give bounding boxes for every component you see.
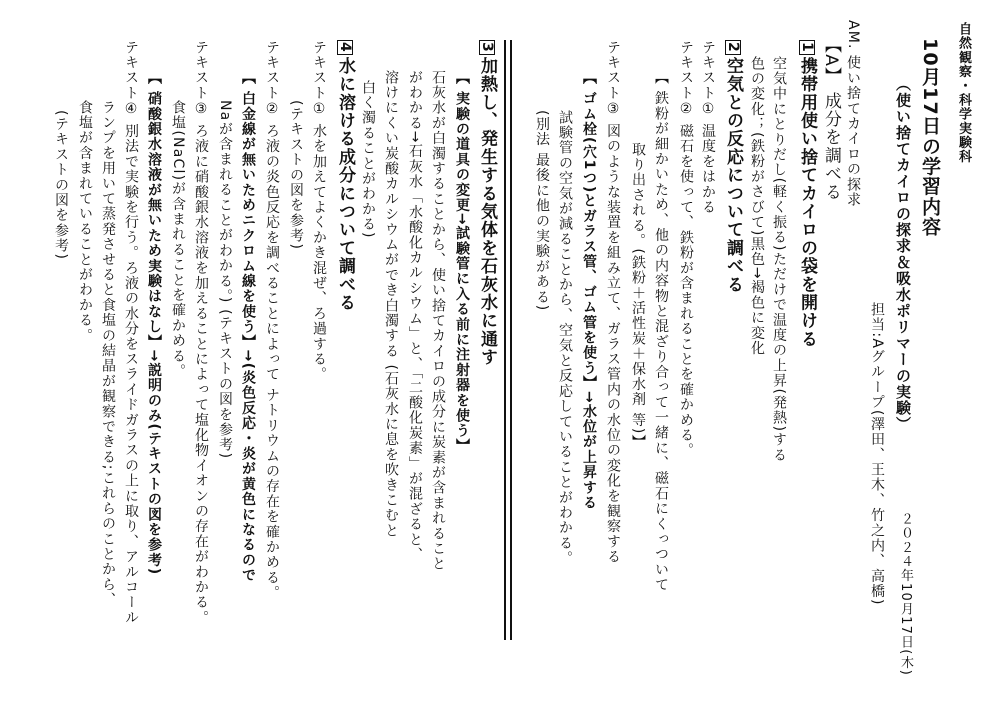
step1-line: 空気中にとりだし(軽く振る)ただけで温度の上昇(発熱)する [771,56,787,463]
step2-line: テキスト① 温度をはかる [700,40,716,215]
step2-line: 【 鉄粉が細かいため、他の内容物と混ざり合って一緒に、磁石にくっついて [653,70,669,593]
course-label: 自然観察・科学実験科 [956,22,971,164]
step4-line: Naが含まれることがわかる。) (テキストの図を参考) [217,100,233,460]
step3-line: がわかる→石灰水「水酸化カルシウム」と、「二酸化炭素」が混ざると、 [407,70,423,563]
step2-line: テキスト② 磁石を使って、鉄粉が含まれることを確かめる。 [678,40,694,459]
session-label: AM. 使い捨てカイロの探求 [845,20,861,208]
step4-line: テキスト③ ろ液に硝酸銀水溶液を加えることによって塩化物イオンの存在がわかる。 [193,40,209,626]
step2-number-box: 2 [725,42,741,53]
step2-line: 試験管の空気が減ることから、空気と反応していることがわかる。 [557,110,573,566]
document-date: ２０２４年10月17日(木) [898,512,913,677]
section-divider [510,40,512,640]
step4-line: (テキストの図を参考) [288,100,304,251]
section-a-label: 【A】 [821,36,841,86]
step3-number-box: 3 [479,42,495,53]
step4-line: (テキストの図を参考) [53,110,69,261]
page-title: 10月17日の学習内容 [919,38,941,238]
step3-line: 溶けにくい炭酸カルシウムができ白濁する (石灰水に息を吹きこむと [383,70,399,539]
step2-line: (別法 最後に他の実験がある) [534,110,550,312]
step2-heading [724,40,741,294]
step4-line: 【 硝酸銀水溶液が無いため実験はなし】→説明のみ(テキストの図を参考) [146,70,162,576]
section-divider [504,40,506,640]
step3-line: 【 実験の道具の変更→試験管に入る前に注射器を使う】 [454,70,470,454]
step4-line: テキスト② ろ液の炎色反応を調べることによって ナトリウムの存在を確かめる。 [264,40,280,601]
step4-line: 食塩が含まれていることがわかる。 [77,100,93,344]
page-subtitle: （使い捨てカイロの探求＆吸水ポリマーの実験） [894,76,912,433]
step4-line: テキスト① 水を加えてよくかき混ぜ、ろ過する。 [311,40,327,383]
step3-line: 石灰水が白濁することから、使い捨てカイロの成分に炭素が含まれること [430,70,446,572]
step3-title: 加熱し、発生する気体を石灰水に通す [477,56,497,367]
step3-line: 白く濁ることがわかる) [360,80,376,239]
step2-line: 取り出される。(鉄粉＋活性炭＋保水剤 等)】 [630,142,646,450]
step4-line: 食塩(NaCl)が含まれることを確かめる。 [170,100,186,379]
step1-heading [798,40,815,348]
step1-number-box: 1 [799,42,815,53]
step4-heading [336,40,353,312]
step2-title: 空気との反応について調べる [723,56,743,294]
step4-title: 水に溶ける成分について調べる [335,56,355,312]
step1-title: 携帯用使い捨てカイロの袋を開ける [797,56,817,349]
section-a-title: 成分を調べる [821,91,841,202]
staff-line: 担当:Aグループ(澤田、王木、竹之内、高橋) [869,302,885,606]
step4-number-box: 4 [337,42,353,53]
section-a-heading [822,36,839,201]
step2-line: テキスト③ 図のような装置を組み立て、ガラス管内の水位の変化を観察する [605,40,621,565]
step2-line: 【 ゴム栓(穴1つ)とガラス管、ゴム管を使う】→水位が上昇する [581,70,597,511]
step4-line: ランプを用いて蒸発させると食塩の結晶が観察できる;これらのことから、 [100,100,116,608]
step3-heading [478,40,495,366]
step4-line: 【 白金線が無いためニクロム線を使う】→(炎色反応・炎が黄色になるので [240,70,256,584]
step4-line: テキスト④ 別法で実験を行う。ろ液の水分をスライドガラスの上に取り、アルコール [123,40,139,626]
step1-line: 色の変化；(鉄粉がさびて)黒色→褐色に変化 [749,56,765,356]
